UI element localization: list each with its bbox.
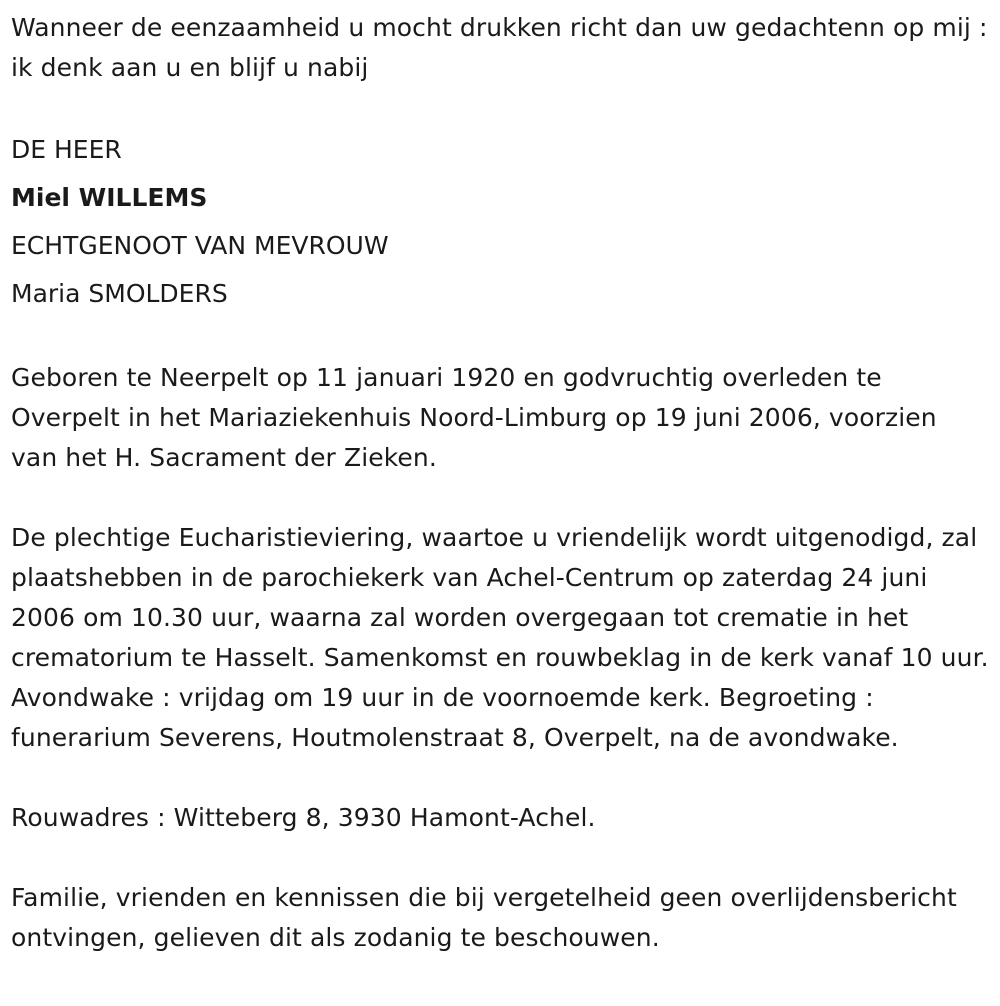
- title-prefix: DE HEER: [11, 135, 122, 164]
- spacer: [11, 88, 990, 126]
- spacer: [11, 838, 990, 878]
- ceremony-paragraph: De plechtige Eucharistieviering, waartoe u vriendelijk wordt uitgenodigd, zal plaatshebben in de parochiekerk van Achel-Centrum op zaterdag 24 juni 2006 om 10.30 uur, waarna zal worden overgegaan tot crematie in het crematorium te Hasselt. Samenkomst en rouwbeklag in de kerk vanaf 10 uur. Avondwake : vrijdag om 19 uur in de voornoemde kerk. Begroeting : funerarium Severens, Houtmolenstraat 8, Overpelt, na de avondwake.: [11, 523, 989, 752]
- motto-text: Wanneer de eenzaamheid u mocht drukken richt dan uw gedachtenn op mij : ik denk aan u en blijf u nabij: [11, 13, 988, 82]
- birth-death-paragraph: Geboren te Neerpelt op 11 januari 1920 en godvruchtig overleden te Overpelt in het Mariaziekenhuis Noord-Limburg op 19 juni 2006, voorzien van het H. Sacrament der Zieken.: [11, 363, 937, 472]
- spacer: [11, 318, 990, 358]
- spacer: [11, 758, 990, 798]
- spacer: [11, 478, 990, 518]
- deceased-name: Miel WILLEMS: [11, 183, 208, 212]
- spouse-label: ECHTGENOOT VAN MEVROUW: [11, 231, 389, 260]
- closing-note: Familie, vrienden en kennissen die bij vergetelheid geen overlijdensbericht ontvingen, gelieven dit als zodanig te beschouwen.: [11, 883, 957, 952]
- spouse-name: Maria SMOLDERS: [11, 279, 228, 308]
- mourning-address: Rouwadres : Witteberg 8, 3930 Hamont-Achel.: [11, 803, 596, 832]
